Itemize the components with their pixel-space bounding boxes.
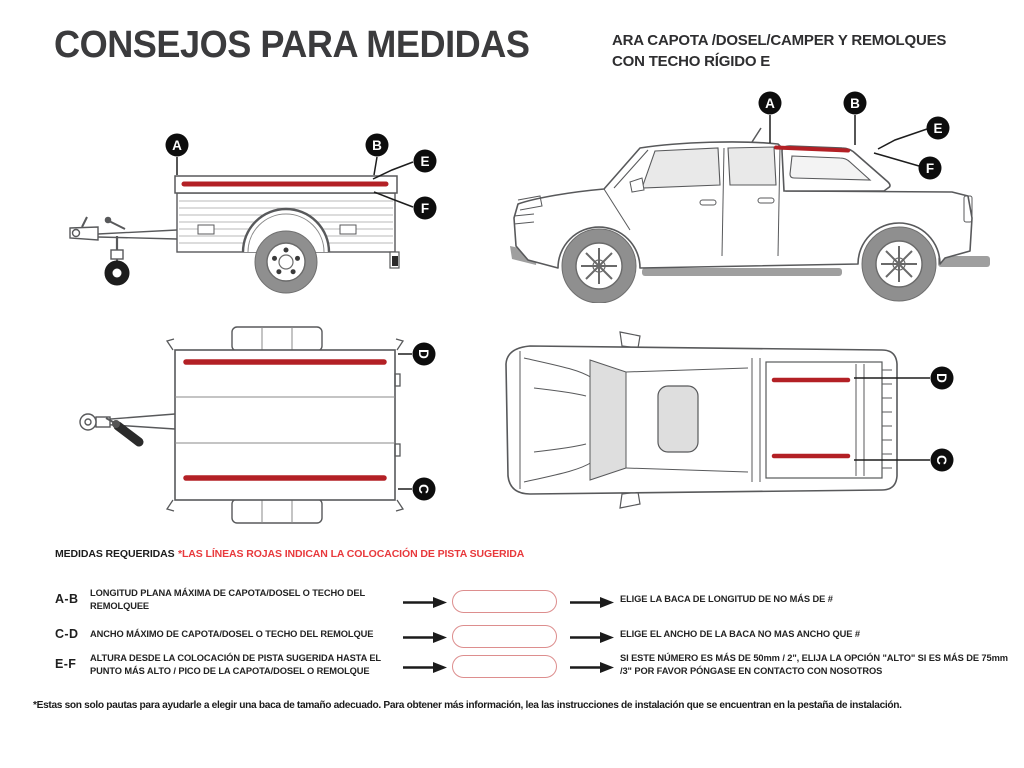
truck-top-view — [490, 318, 1024, 518]
subtitle-line-1: ARA CAPOTA /DOSEL/CAMPER Y REMOLQUES — [612, 32, 947, 49]
svg-text:F: F — [925, 160, 935, 176]
measurement-field-cd[interactable] — [452, 625, 557, 648]
arrow-right-icon — [403, 596, 447, 609]
arrow-right-icon — [403, 661, 447, 674]
label-marker-a — [759, 92, 782, 115]
measurement-description-ab: LONGITUD PLANA MÁXIMA DE CAPOTA/DOSEL O TECHO DEL REMOLQUEE — [90, 588, 365, 611]
measurement-instruction-ab: ELIGE LA BACA DE LONGITUD DE NO MÁS DE # — [620, 594, 833, 604]
svg-text:A: A — [172, 137, 182, 153]
fender-top — [232, 327, 322, 351]
page-title: CONSEJOS PARA MEDIDAS — [54, 24, 530, 66]
label-marker-b — [844, 92, 867, 115]
red-lines-note: *LAS LÍNEAS ROJAS INDICAN LA COLOCACIÓN DE PISTA SUGERIDA — [178, 548, 525, 560]
measurement-code-ab: A-B — [55, 592, 79, 606]
jockey-crank-handle — [118, 426, 139, 442]
measurement-field-ef[interactable] — [452, 655, 557, 678]
measurement-description-ef: ALTURA DESDE LA COLOCACIÓN DE PISTA SUGERIDA HASTA EL PUNTO MÁS ALTO / PICO DE LA CAPOTA/DOSEL O REMOLQUE — [90, 653, 381, 676]
label-marker-b — [366, 134, 389, 157]
rear-door-window — [728, 147, 776, 185]
subtitle-line-2: CON TECHO RÍGIDO E — [612, 53, 771, 70]
sunroof — [658, 386, 698, 452]
trailer-side-view — [40, 100, 460, 320]
measurement-row-ab — [0, 587, 1024, 623]
svg-text:D: D — [934, 373, 950, 383]
svg-text:E: E — [933, 120, 943, 136]
label-marker-c — [931, 449, 954, 472]
arrow-right-icon — [403, 631, 447, 644]
label-marker-d — [931, 367, 954, 390]
measurement-description-cd: ANCHO MÁXIMO DE CAPOTA/DOSEL O TECHO DEL REMOLQUE — [90, 629, 374, 639]
svg-text:B: B — [850, 95, 860, 111]
side-mirror — [620, 332, 640, 348]
trailer-drawbar — [98, 230, 177, 234]
measurement-instruction-cd: ELIGE EL ANCHO DE LA BACA NO MAS ANCHO QUE # — [620, 629, 860, 639]
measurement-instruction-ef: SI ESTE NÚMERO ES MÁS DE 50mm / 2", ELIJA LA OPCIÓN "ALTO" SI ES MÁS DE 75mm /3" POR FAVOR PÓNGASE EN CONTACTO CON NOSOTROS — [620, 653, 1008, 676]
rear-wheel — [862, 227, 936, 301]
label-marker-f — [414, 197, 437, 220]
label-marker-c — [413, 478, 436, 501]
arrow-right-icon — [570, 631, 614, 644]
svg-text:A: A — [765, 95, 775, 111]
svg-text:C: C — [934, 455, 950, 465]
svg-text:B: B — [372, 137, 382, 153]
hitch-coupler — [70, 227, 98, 240]
svg-text:D: D — [416, 349, 432, 359]
label-marker-f — [919, 157, 942, 180]
front-door-window — [642, 148, 720, 188]
svg-text:F: F — [420, 200, 430, 216]
measurement-row-ef — [0, 650, 1024, 686]
label-marker-e — [927, 117, 950, 140]
arrow-right-icon — [570, 661, 614, 674]
measurement-field-ab[interactable] — [452, 590, 557, 613]
running-board — [642, 268, 842, 276]
side-mirror — [620, 492, 640, 508]
label-marker-a — [166, 134, 189, 157]
page-subtitle — [612, 30, 946, 72]
svg-text:E: E — [420, 153, 430, 169]
label-marker-e — [414, 150, 437, 173]
arrow-right-icon — [570, 596, 614, 609]
front-wheel — [562, 229, 636, 303]
label-marker-d — [413, 343, 436, 366]
fender-bottom — [232, 499, 322, 523]
svg-text:C: C — [416, 484, 432, 494]
windshield — [590, 360, 626, 480]
trailer-top-view — [40, 318, 460, 528]
door-handle — [700, 200, 716, 205]
truck-side-view — [490, 88, 1024, 303]
footer-disclaimer: *Estas son solo pautas para ayudarle a elegir una baca de tamaño adecuado. Para obtener más información, lea las instrucciones de instalación que se encuentran en la pestaña de instalación. — [33, 699, 902, 711]
measurements-section-title: MEDIDAS REQUERIDAS — [55, 548, 175, 560]
measurement-code-ef: E-F — [55, 657, 77, 671]
measurement-code-cd: C-D — [55, 627, 79, 641]
antenna — [752, 128, 761, 142]
